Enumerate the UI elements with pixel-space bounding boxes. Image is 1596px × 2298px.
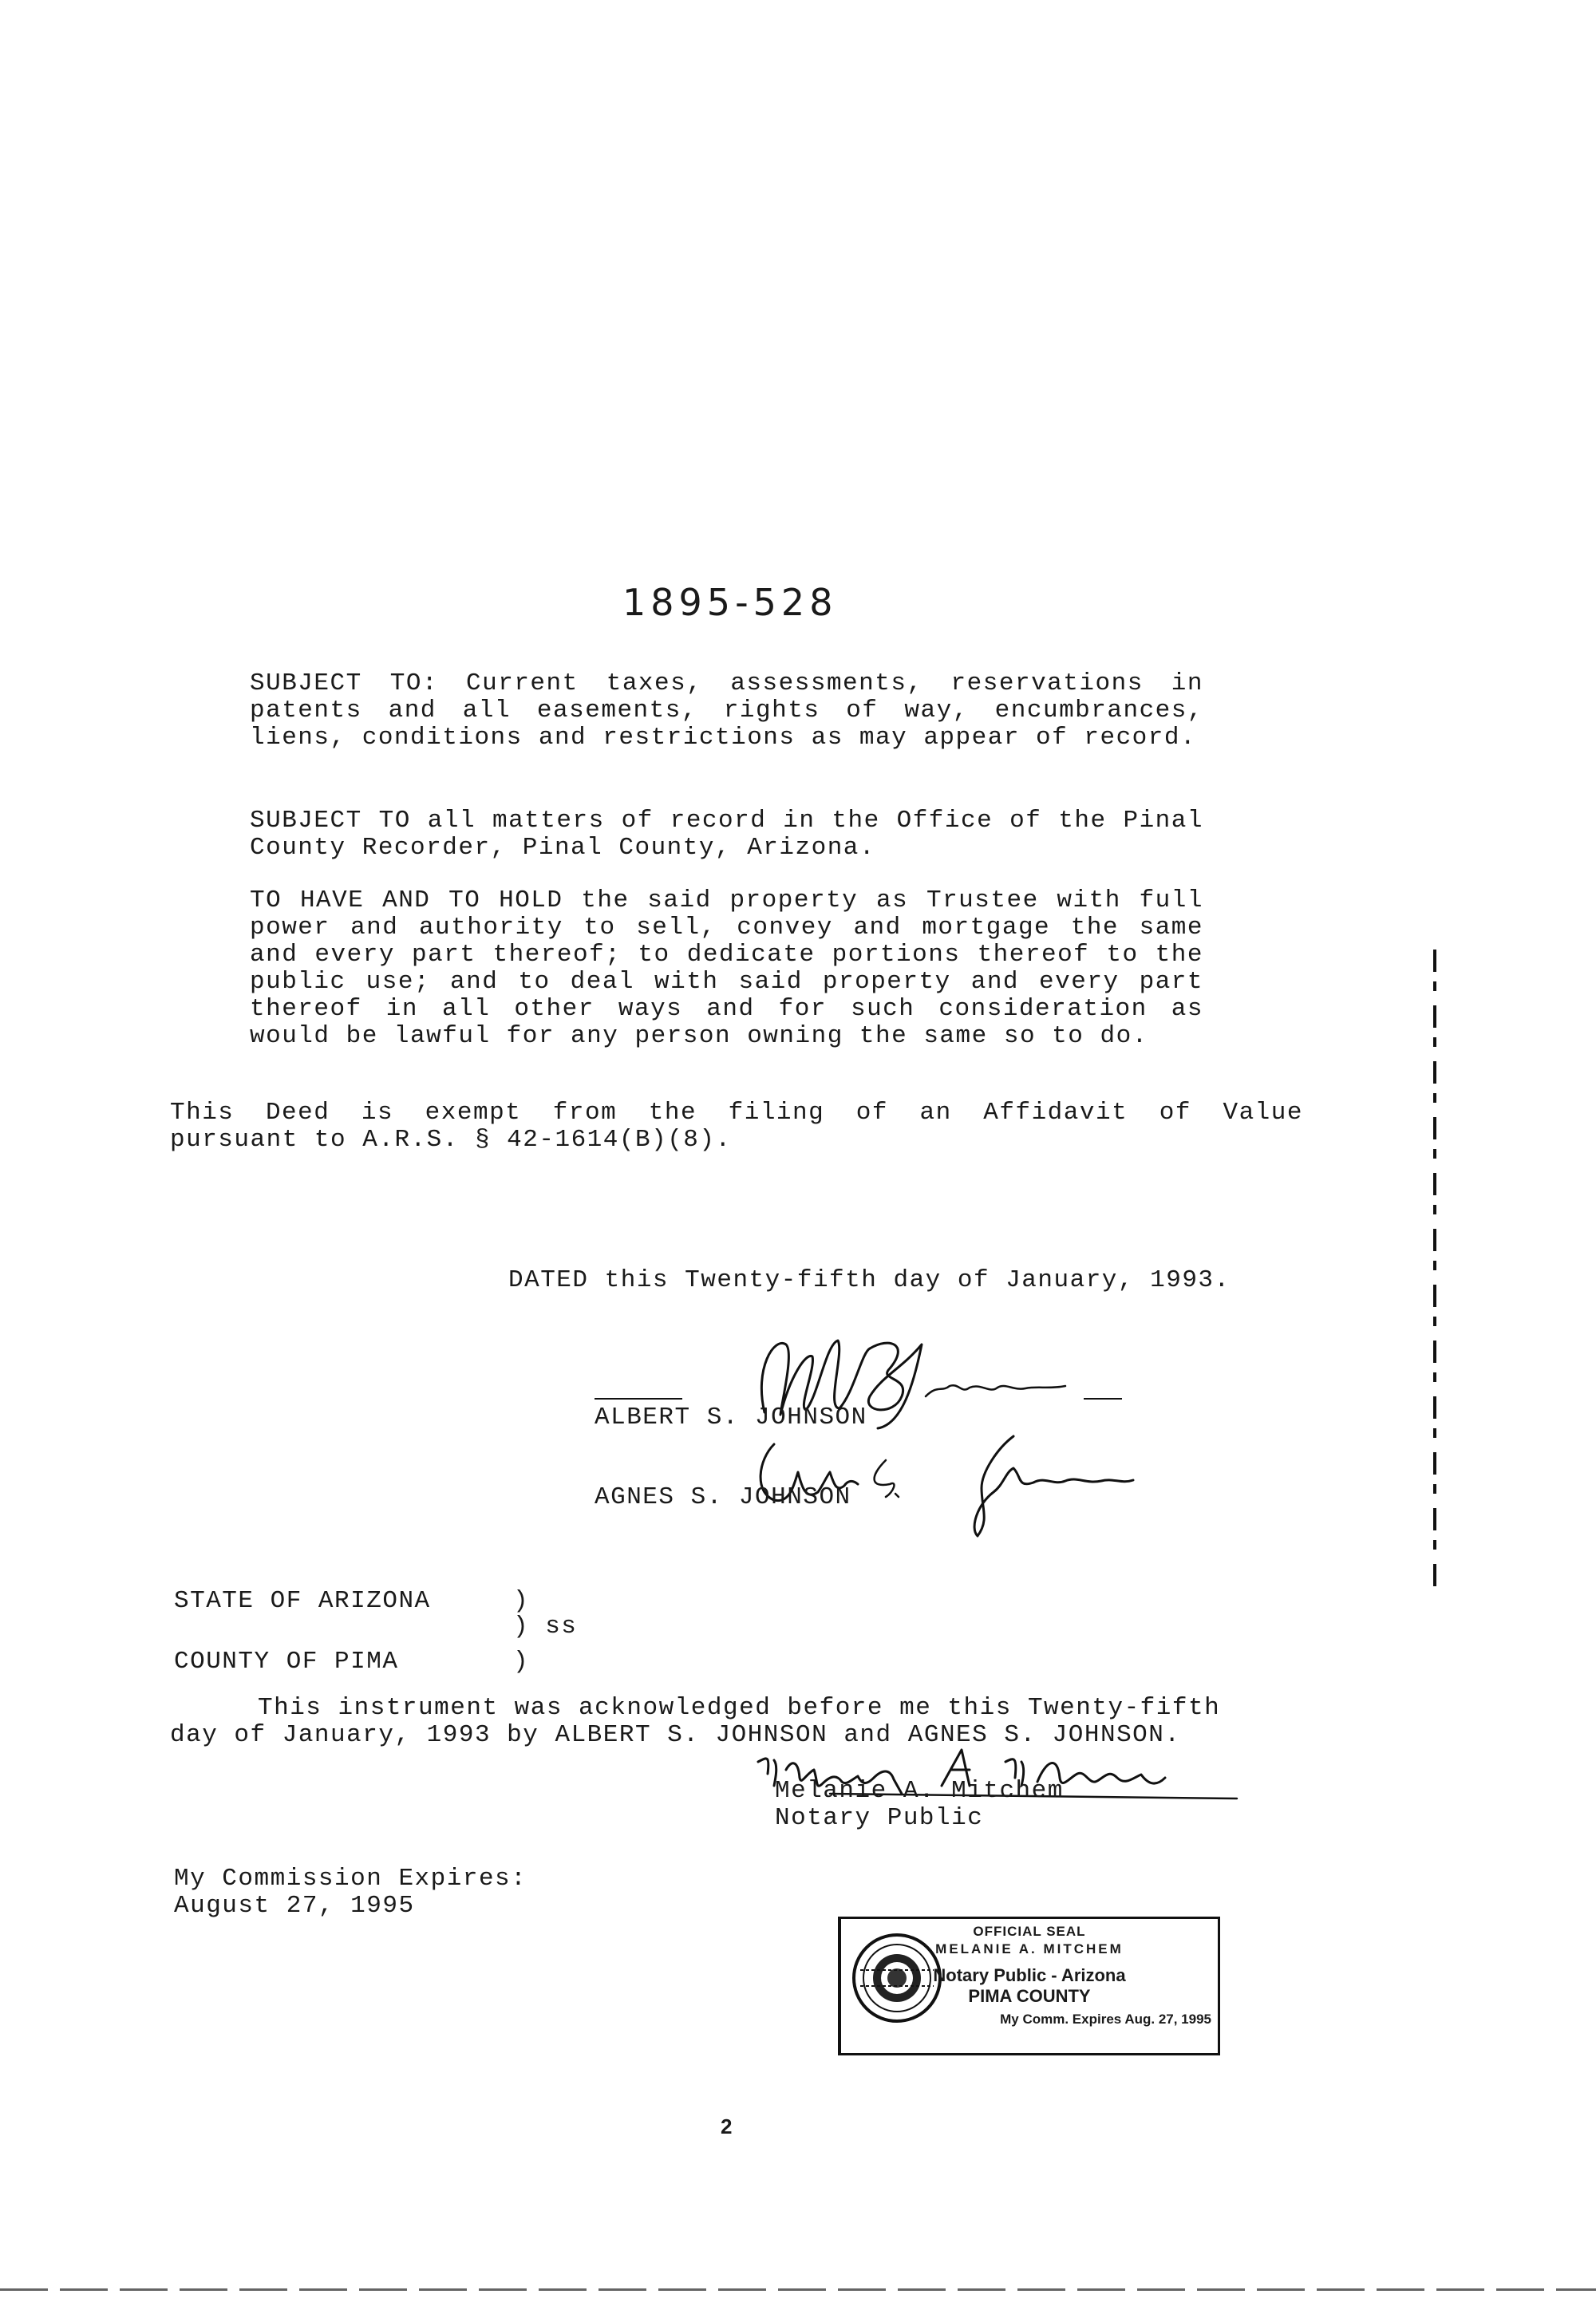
- scan-bottom-edge: [0, 2288, 1596, 2291]
- signer-name-albert: ALBERT S. JOHNSON: [595, 1404, 867, 1431]
- signature-line-left: [595, 1398, 682, 1400]
- seal-heading: OFFICIAL SEAL: [973, 1924, 1086, 1939]
- venue-county: COUNTY OF PIMA: [174, 1648, 399, 1676]
- notary-seal-stamp: [838, 1917, 1220, 2055]
- signature-line-right: [1084, 1398, 1122, 1400]
- commission-date: August 27, 1995: [174, 1892, 415, 1920]
- notary-title: Notary Public: [775, 1804, 984, 1832]
- subject-to-taxes-paragraph: SUBJECT TO: Current taxes, assessments, reservations in patents and all easements, rights of way, encumbrances, liens, conditions and restrictions as may appear of record.: [250, 669, 1203, 752]
- page-number: 2: [721, 2114, 733, 2138]
- dated-line: DATED this Twenty-fifth day of January, 1993.: [508, 1266, 1231, 1294]
- seal-name: MELANIE A. MITCHEM: [935, 1941, 1124, 1956]
- notary-name: Melanie A. Mitchem: [775, 1777, 1064, 1805]
- seal-title: Notary Public - Arizona: [933, 1965, 1126, 1985]
- to-have-and-hold-paragraph: TO HAVE AND TO HOLD the said property as Trustee with full power and authority to sell, convey and mortgage the same and every part thereof; to dedicate portions thereof to the public use; and to deal with said property and every part thereof in all other ways and for such consideration as would be lawful for any person owning the same so to do.: [250, 886, 1203, 1050]
- document-number: 1895-528: [622, 581, 838, 624]
- commission-label: My Commission Expires:: [174, 1865, 527, 1893]
- subject-to-record-paragraph: SUBJECT TO all matters of record in the Office of the Pinal County Recorder, Pinal County, Arizona.: [250, 807, 1203, 862]
- seal-expires: My Comm. Expires Aug. 27, 1995: [1000, 2012, 1211, 2027]
- exemption-line-1: This Deed is exempt from the filing of an Affidavit of Value: [170, 1099, 1303, 1127]
- venue-state: STATE OF ARIZONA: [174, 1587, 431, 1615]
- acknowledgment-line-1: This instrument was acknowledged before me this Twenty-fifth: [258, 1694, 1221, 1722]
- exemption-line-2: pursuant to A.R.S. § 42-1614(B)(8).: [170, 1126, 732, 1154]
- scan-margin-mark: [1433, 950, 1436, 1588]
- acknowledgment-line-2: day of January, 1993 by ALBERT S. JOHNSON and AGNES S. JOHNSON.: [170, 1721, 1181, 1749]
- signer-name-agnes: AGNES S. JOHNSON: [595, 1483, 851, 1511]
- venue-paren-open: ): [513, 1587, 530, 1615]
- seal-county: PIMA COUNTY: [968, 1986, 1091, 2006]
- venue-paren-close: ): [513, 1648, 530, 1676]
- venue-ss: ) ss: [513, 1613, 578, 1641]
